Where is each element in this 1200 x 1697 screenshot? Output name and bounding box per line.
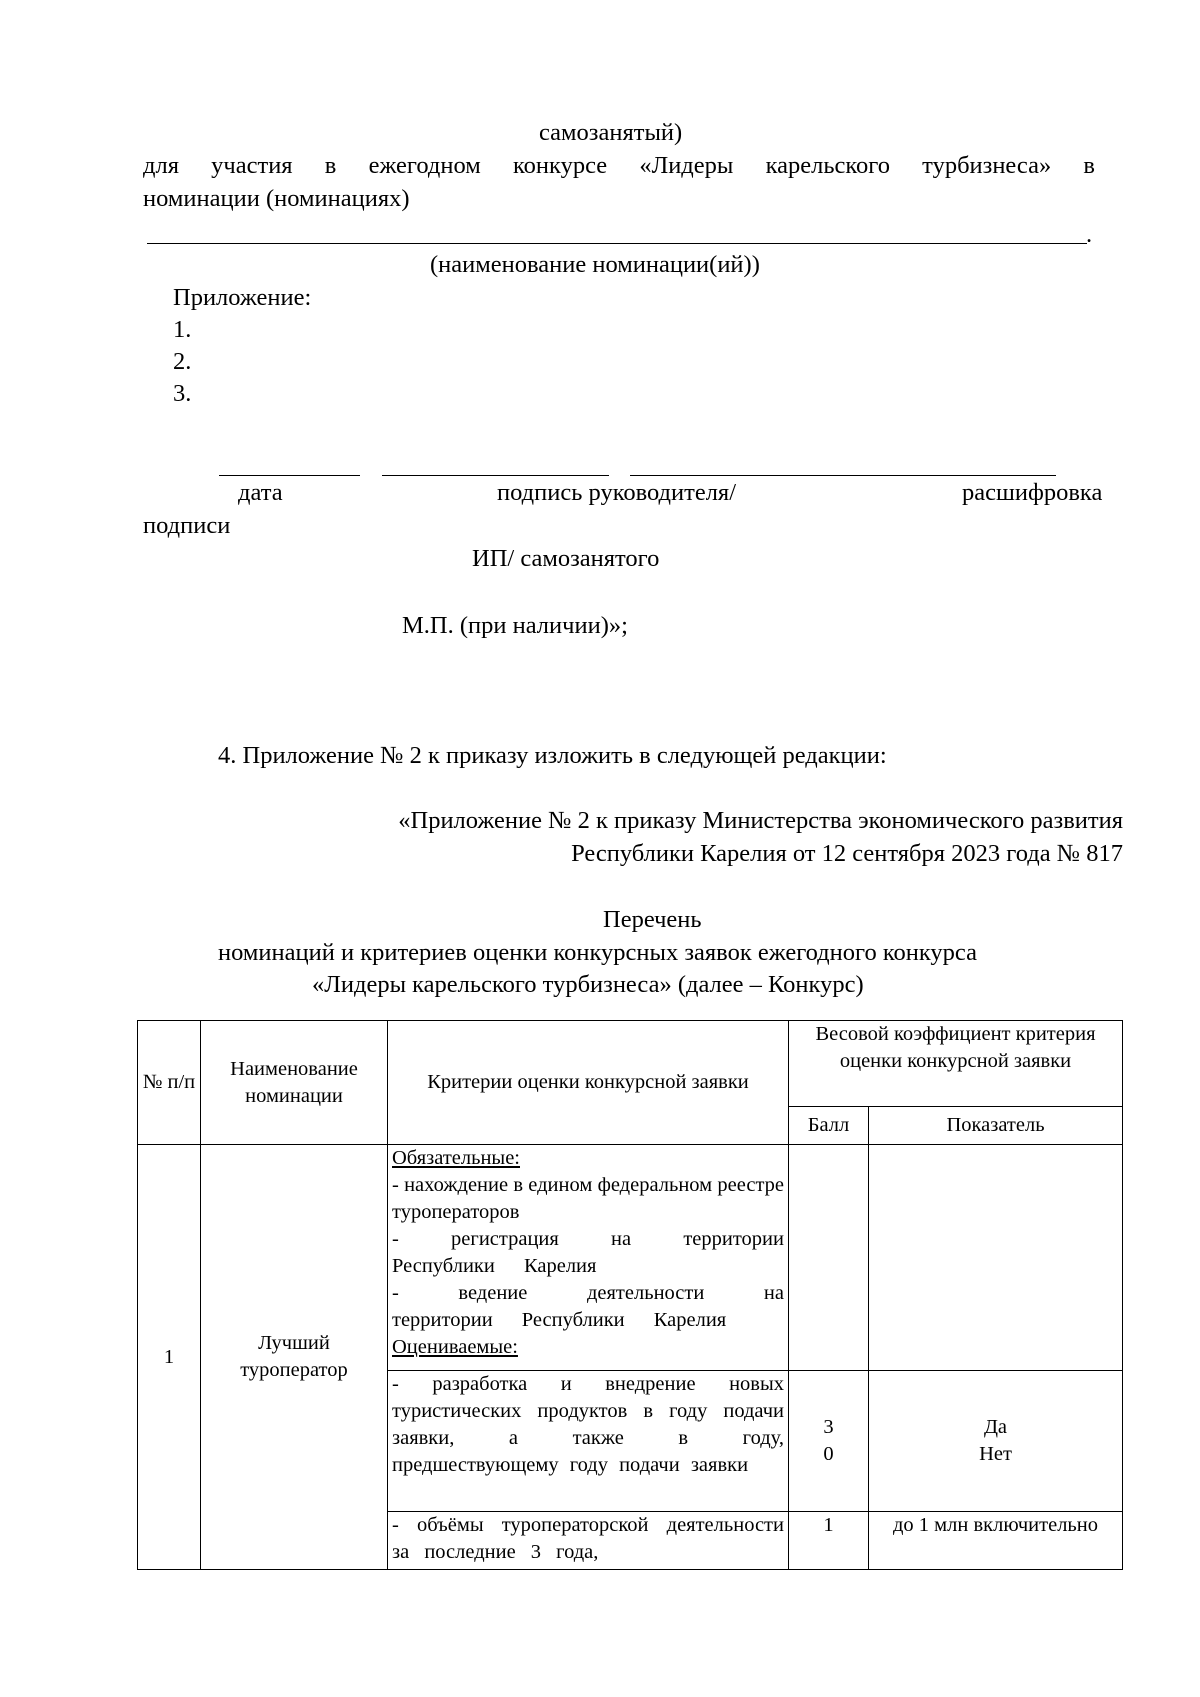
sign-decode-label: расшифровка <box>962 479 1103 506</box>
attachment-item-1: 1. <box>173 316 192 343</box>
mandatory-item-1: - нахождение в едином федеральном реестре туроператоров <box>392 1174 784 1223</box>
criterion-1-score-yes: 3 <box>823 1416 834 1438</box>
row-num: 1 <box>138 1145 201 1570</box>
row-nomination: Лучший туроператор <box>201 1145 388 1570</box>
mandatory-indicator-cell <box>869 1145 1123 1371</box>
attachment-item-2: 2. <box>173 348 192 375</box>
decode-line <box>630 475 1056 476</box>
header-num: № п/п <box>138 1021 201 1145</box>
criterion-1-scores <box>789 1371 869 1512</box>
date-line <box>219 475 360 476</box>
header-criteria: Критерии оценки конкурсной заявки <box>388 1021 789 1145</box>
point-4: 4. Приложение № 2 к приказу изложить в следующей редакции: <box>218 742 887 769</box>
mandatory-item-2: - регистрация на территории Республики Карелия <box>392 1228 784 1277</box>
criteria-table <box>137 1020 1123 1570</box>
title-line-1: Перечень <box>603 906 702 933</box>
criterion-2-score: 1 <box>789 1512 869 1570</box>
criterion-1-score-no: 0 <box>823 1443 834 1465</box>
appendix-ref-line-2: Республики Карелия от 12 сентября 2023 года № 817 <box>571 840 1123 867</box>
criterion-1-indicator-yes: Да <box>983 1416 1008 1438</box>
mandatory-label: Обязательные: <box>392 1147 520 1169</box>
form-line-0: самозанятый) <box>539 119 683 146</box>
header-score: Балл <box>789 1107 869 1145</box>
header-nomination: Наименование номинации <box>201 1021 388 1145</box>
mandatory-criteria-cell <box>388 1145 789 1371</box>
nomination-blank-end: . <box>1086 221 1093 248</box>
header-weight: Весовой коэффициент критерия оценки конкурсной заявки <box>789 1021 1123 1107</box>
criterion-2-indicator: до 1 млн включительно <box>869 1512 1123 1570</box>
criterion-1: - разработка и внедрение новых туристических продуктов в году подачи заявки, а также в году, предшествующему году подачи заявки <box>388 1371 789 1512</box>
evaluated-label: Оцениваемые: <box>392 1336 518 1358</box>
appendix-ref-line-1: «Приложение № 2 к приказу Министерства экономического развития <box>398 807 1123 834</box>
title-line-2: номинаций и критериев оценки конкурсных заявок ежегодного конкурса <box>218 939 977 966</box>
attachment-item-3: 3. <box>173 380 192 407</box>
title-line-3: «Лидеры карельского турбизнеса» (далее – Конкурс) <box>312 971 864 998</box>
criterion-1-indicators <box>869 1371 1123 1512</box>
mandatory-item-3: - ведение деятельности на территории Республики Карелия <box>392 1282 784 1331</box>
table-header-row <box>138 1021 1123 1107</box>
form-line-1: для участия в ежегодном конкурсе «Лидеры карельского турбизнеса» в <box>143 152 1095 179</box>
form-line-2: номинации (номинациях) <box>143 185 410 212</box>
criterion-1-indicator-no: Нет <box>979 1443 1012 1465</box>
sign-ip-label: ИП/ самозанятого <box>472 545 660 572</box>
sign-decode-cont: подписи <box>143 512 231 539</box>
criterion-2: - объёмы туроператорской деятельности за последние 3 года, <box>388 1512 789 1570</box>
nomination-blank-line <box>147 243 1087 244</box>
sign-date-label: дата <box>238 479 283 506</box>
stamp-label: М.П. (при наличии)»; <box>402 612 628 639</box>
nomination-caption: (наименование номинации(ий)) <box>430 251 760 278</box>
table-row <box>138 1145 1123 1371</box>
signature-line <box>382 475 609 476</box>
header-indicator: Показатель <box>869 1107 1123 1145</box>
attachment-label: Приложение: <box>173 284 312 311</box>
mandatory-score-cell <box>789 1145 869 1371</box>
sign-signature-label: подпись руководителя/ <box>497 479 737 506</box>
